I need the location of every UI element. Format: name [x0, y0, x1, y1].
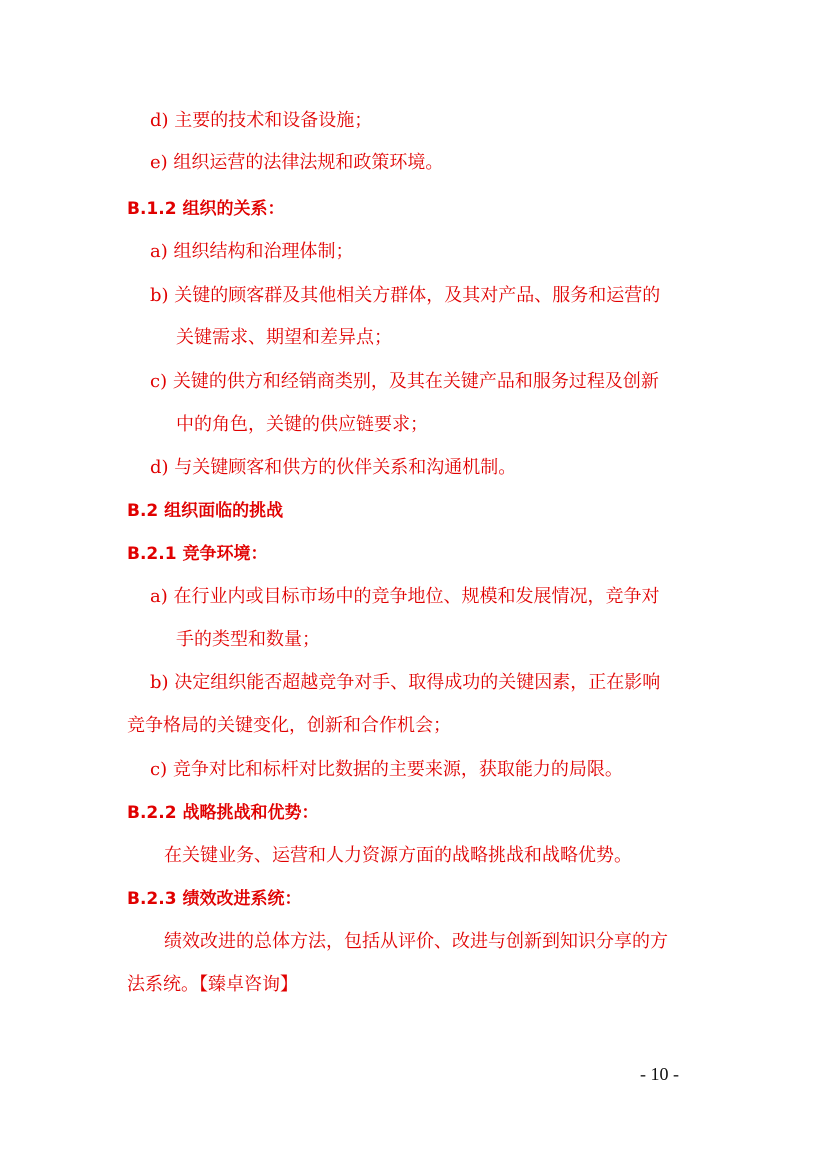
paragraph-performance-cont: 法系统。【臻卓咨询】 [127, 974, 298, 995]
paragraph-performance: 绩效改进的总体方法，包括从评价、改进与创新到知识分享的方 [164, 931, 668, 952]
item-d-technology: d) 主要的技术和设备设施； [150, 110, 373, 131]
page-number: - 10 - [640, 1064, 679, 1084]
item-c-benchmark: c) 竞争对比和标杆对比数据的主要来源，获取能力的局限。 [150, 759, 623, 780]
paragraph-strategy: 在关键业务、运营和人力资源方面的战略挑战和战略优势。 [164, 845, 632, 866]
heading-b-2: B.2 组织面临的挑战 [127, 501, 284, 521]
item-a-competition: a) 在行业内或目标市场中的竞争地位、规模和发展情况，竞争对 [150, 586, 660, 607]
item-b-key-factors-cont: 竞争格局的关键变化，创新和合作机会； [127, 715, 451, 736]
item-d-partnership: d) 与关键顾客和供方的伙伴关系和沟通机制。 [150, 457, 517, 478]
item-b-customers: b) 关键的顾客群及其他相关方群体，及其对产品、服务和运营的 [150, 285, 661, 306]
heading-b-1-2: B.1.2 组织的关系： [127, 199, 285, 219]
heading-b-2-2: B.2.2 战略挑战和优势： [127, 803, 319, 823]
item-b-customers-cont: 关键需求、期望和差异点； [176, 327, 392, 348]
item-b-key-factors: b) 决定组织能否超越竞争对手、取得成功的关键因素，正在影响 [150, 672, 661, 693]
heading-b-2-1: B.2.1 竞争环境： [127, 544, 268, 564]
item-c-suppliers: c) 关键的供方和经销商类别，及其在关键产品和服务过程及创新 [150, 371, 659, 392]
item-a-competition-cont: 手的类型和数量； [176, 629, 320, 650]
item-e-legal-environment: e) 组织运营的法律法规和政策环境。 [150, 152, 444, 173]
item-c-suppliers-cont: 中的角色，关键的供应链要求； [176, 414, 428, 435]
heading-b-2-3: B.2.3 绩效改进系统： [127, 889, 302, 909]
item-a-structure: a) 组织结构和治理体制； [150, 241, 354, 262]
